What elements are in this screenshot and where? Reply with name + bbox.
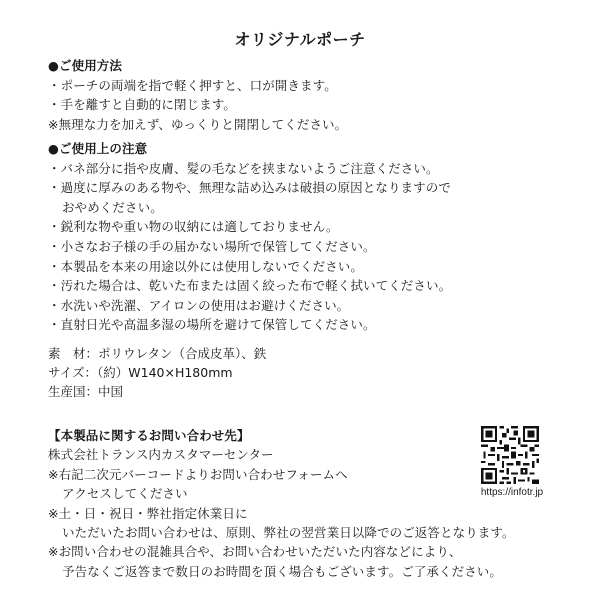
contact-heading: 【本製品に関するお問い合わせ先】 [48,428,250,443]
qr-url-text: https://infotr.jp [480,487,544,498]
caution-line: ・小さなお子様の手の届かない場所で保管してください。 [48,238,376,254]
caution-line: おやめください。 [62,199,163,215]
spec-material: 素 材：ポリウレタン（合成皮革）、鉄 [48,346,267,361]
usage-line: ※無理な力を加えず、ゆっくりと開閉してください。 [48,116,348,132]
caution-line: ・水洗いや洗濯、アイロンの使用はお避けください。 [48,297,350,313]
caution-line: ・過度に厚みのある物や、無理な詰め込みは破損の原因となりますので [48,180,451,196]
contact-line: 予告なくご返答まで数日のお時間を頂く場合もございます。ご了承ください。 [62,563,503,579]
contact-line: いただいたお問い合わせは、原則、弊社の翌営業日以降でのご返答となります。 [62,525,515,541]
caution-line: ・鋭利な物や重い物の収納には適しておりません。 [48,219,339,235]
caution-line: ・直射日光や高温多湿の場所を避けて保管してください。 [48,317,376,333]
usage-section [48,56,568,134]
usage-line: ・ポーチの両端を指で軽く押すと、口が開きます。 [48,77,337,93]
caution-line: ・バネ部分に指や皮膚、髪の毛などを挟まないようご注意ください。 [48,160,439,176]
cautions-section [48,139,568,335]
usage-heading: ●ご使用方法 [48,58,123,73]
usage-line: ・手を離すと自動的に閉じます。 [48,97,237,113]
specs-section [48,344,568,401]
contact-company: 株式会社トランス内カスタマーセンター [48,447,274,463]
contact-line: アクセスしてください [62,486,188,502]
caution-line: ・汚れた場合は、乾いた布または固く絞った布で軽く拭いてください。 [48,278,452,294]
contact-line: ※お問い合わせの混雑具合や、お問い合わせいただいた内容などにより、 [48,544,462,560]
contact-line: ※右記二次元バーコードよりお問い合わせフォームへ [48,466,348,482]
qr-code-icon[interactable] [481,426,539,484]
spec-origin: 生産国：中国 [48,384,124,399]
caution-line: ・本製品を本来の用途以外には使用しないでください。 [48,258,364,274]
contact-line: ※土・日・祝日・弊社指定休業日に [48,505,248,521]
page-title: オリジナルポーチ [234,30,366,49]
cautions-heading: ●ご使用上の注意 [48,141,148,156]
spec-size: サイズ：（約）W140×H180mm [48,365,233,380]
